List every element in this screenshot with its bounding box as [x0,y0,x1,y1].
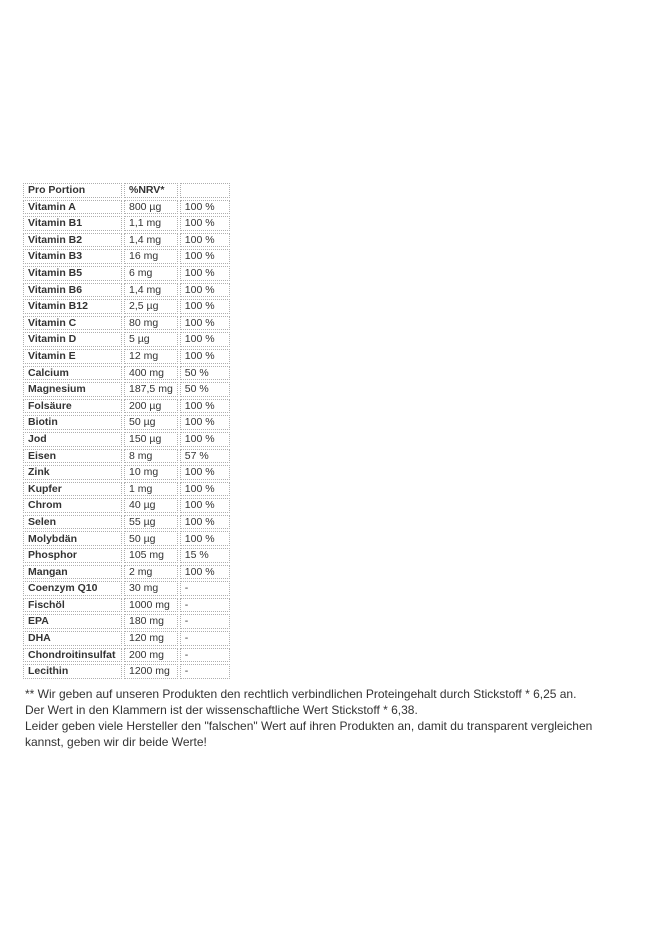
nutrient-name: Phosphor [23,548,122,563]
nutrient-amount: 50 µg [124,415,178,430]
nutrient-name: DHA [23,631,122,646]
nutrient-amount: 1000 mg [124,598,178,613]
nutrient-name: Vitamin B6 [23,283,122,298]
footnote-line: Der Wert in den Klammern ist der wissenschaftliche Wert Stickstoff * 6,38. [25,703,418,717]
nutrient-name: Jod [23,432,122,447]
table-row [23,349,230,364]
table-row [23,216,230,231]
nutrient-nrv: 100 % [180,316,230,331]
nutrient-nrv: 100 % [180,216,230,231]
table-row [23,249,230,264]
footnote-line: Leider geben viele Hersteller den "falschen" Wert auf ihren Produkten an, damit du transparent vergleichen [25,719,593,733]
nutrient-name: Kupfer [23,482,122,497]
table-row [23,498,230,513]
table-row [23,432,230,447]
nutrient-name: Calcium [23,366,122,381]
nutrient-amount: 8 mg [124,449,178,464]
nutrient-nrv: 100 % [180,332,230,347]
table-row [23,531,230,546]
nutrient-nrv: 100 % [180,531,230,546]
footnote-line: kannst, geben wir dir beide Werte! [25,735,207,749]
header-cell-nutrient-amount: %NRV* [124,183,178,198]
header-row [23,183,230,198]
nutrient-name: Vitamin A [23,200,122,215]
nutrient-amount: 105 mg [124,548,178,563]
nutrient-name: Selen [23,515,122,530]
table-row [23,648,230,663]
nutrient-name: Chrom [23,498,122,513]
nutrient-name: Vitamin B12 [23,299,122,314]
nutrient-name: Chondroitinsulfat [23,648,122,663]
nutrient-nrv: 100 % [180,565,230,580]
nutrient-name: Coenzym Q10 [23,581,122,596]
nutrient-nrv: 100 % [180,233,230,248]
table-row [23,482,230,497]
table-row [23,581,230,596]
table-row [23,415,230,430]
nutrient-nrv: - [180,598,230,613]
table-row [23,200,230,215]
table-row [23,316,230,331]
nutrient-amount: 187,5 mg [124,382,178,397]
nutrient-nrv: 100 % [180,299,230,314]
table-row [23,382,230,397]
nutrient-nrv: - [180,581,230,596]
nutrient-nrv: 100 % [180,249,230,264]
nutrient-nrv: 100 % [180,482,230,497]
table-row [23,266,230,281]
nutrient-nrv: 100 % [180,432,230,447]
table-row [23,366,230,381]
nutrient-amount: 16 mg [124,249,178,264]
nutrient-nrv: 15 % [180,548,230,563]
nutrient-amount: 200 µg [124,399,178,414]
table-row [23,233,230,248]
table-row [23,664,230,679]
nutrient-name: Biotin [23,415,122,430]
nutrient-name: Vitamin D [23,332,122,347]
nutrient-amount: 1200 mg [124,664,178,679]
nutrient-amount: 400 mg [124,366,178,381]
nutrient-name: Molybdän [23,531,122,546]
nutrient-name: Vitamin B2 [23,233,122,248]
table-row [23,299,230,314]
nutrient-amount: 120 mg [124,631,178,646]
nutrient-amount: 55 µg [124,515,178,530]
nutrient-nrv: - [180,631,230,646]
table-row [23,465,230,480]
nutrient-name: Vitamin B5 [23,266,122,281]
nutrition-table-head [23,183,230,198]
nutrient-name: Folsäure [23,399,122,414]
nutrient-amount: 2 mg [124,565,178,580]
nutrient-name: EPA [23,614,122,629]
nutrient-nrv: - [180,614,230,629]
nutrient-amount: 200 mg [124,648,178,663]
nutrient-name: Vitamin C [23,316,122,331]
table-row [23,283,230,298]
nutrient-name: Eisen [23,449,122,464]
nutrient-name: Zink [23,465,122,480]
nutrient-amount: 30 mg [124,581,178,596]
table-row [23,565,230,580]
nutrient-nrv: - [180,648,230,663]
table-row [23,631,230,646]
nutrient-amount: 40 µg [124,498,178,513]
nutrient-amount: 5 µg [124,332,178,347]
nutrient-nrv: 50 % [180,366,230,381]
nutrition-table [21,181,232,681]
nutrient-amount: 1,4 mg [124,283,178,298]
nutrient-amount: 180 mg [124,614,178,629]
nutrient-name: Magnesium [23,382,122,397]
nutrient-name: Vitamin B1 [23,216,122,231]
nutrient-name: Vitamin B3 [23,249,122,264]
header-cell-nutrient-name: Pro Portion [23,183,122,198]
nutrient-name: Vitamin E [23,349,122,364]
table-row [23,515,230,530]
footnote [25,686,640,750]
nutrient-nrv: 100 % [180,515,230,530]
nutrient-nrv: 100 % [180,266,230,281]
nutrient-amount: 12 mg [124,349,178,364]
footnote-line: ** Wir geben auf unseren Produkten den rechtlich verbindlichen Proteingehalt durch Stickstoff * 6,25 an. [25,687,577,701]
nutrient-nrv: 100 % [180,399,230,414]
header-cell-nutrient-nrv [180,183,230,198]
table-row [23,598,230,613]
nutrient-amount: 1 mg [124,482,178,497]
table-row [23,332,230,347]
nutrient-amount: 800 µg [124,200,178,215]
nutrient-amount: 80 mg [124,316,178,331]
nutrient-nrv: 100 % [180,283,230,298]
table-row [23,614,230,629]
nutrient-nrv: 50 % [180,382,230,397]
nutrient-nrv: 57 % [180,449,230,464]
nutrient-name: Fischöl [23,598,122,613]
nutrient-nrv: 100 % [180,415,230,430]
nutrient-name: Mangan [23,565,122,580]
nutrient-amount: 1,1 mg [124,216,178,231]
nutrient-nrv: - [180,664,230,679]
nutrient-amount: 150 µg [124,432,178,447]
nutrient-amount: 6 mg [124,266,178,281]
nutrient-amount: 10 mg [124,465,178,480]
table-row [23,548,230,563]
nutrient-nrv: 100 % [180,465,230,480]
nutrient-amount: 2,5 µg [124,299,178,314]
table-row [23,449,230,464]
nutrient-amount: 1,4 mg [124,233,178,248]
nutrient-nrv: 100 % [180,200,230,215]
nutrient-amount: 50 µg [124,531,178,546]
nutrition-table-body [23,200,230,679]
nutrient-name: Lecithin [23,664,122,679]
table-row [23,399,230,414]
nutrient-nrv: 100 % [180,349,230,364]
nutrient-nrv: 100 % [180,498,230,513]
